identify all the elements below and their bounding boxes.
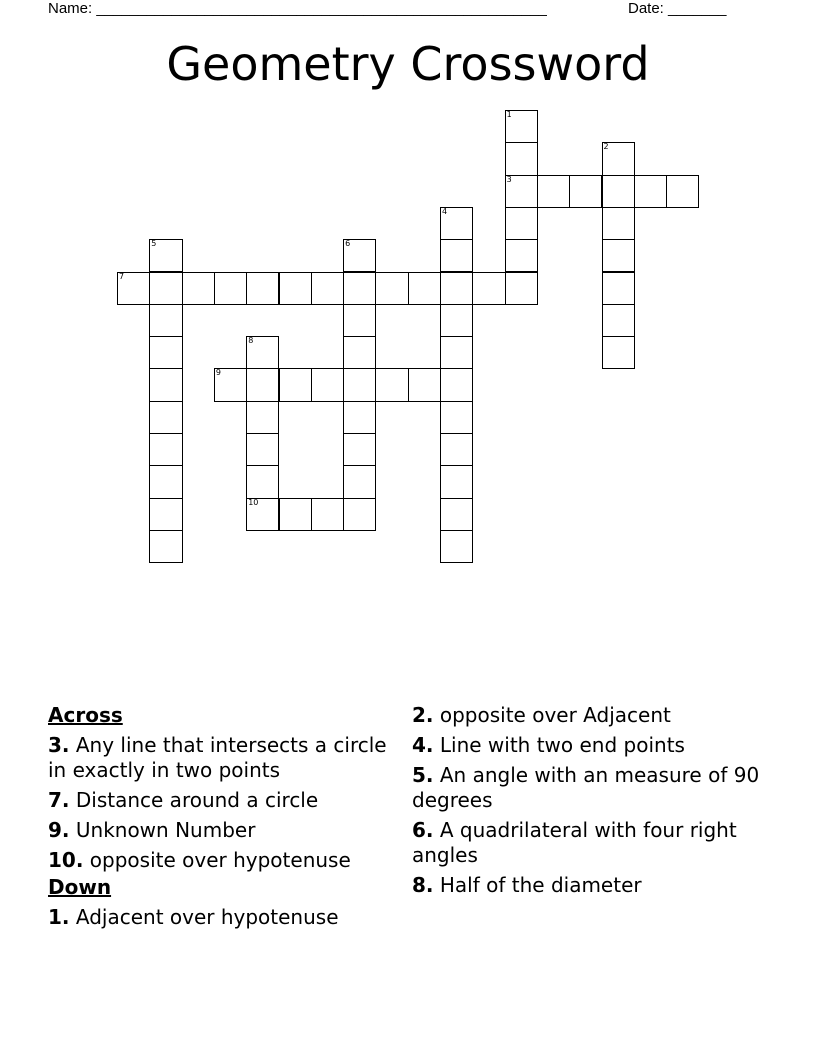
crossword-cell[interactable] bbox=[279, 272, 312, 305]
clue-text: Any line that intersects a circle in exactly in two points bbox=[48, 733, 387, 782]
cell-number: 7 bbox=[119, 271, 125, 281]
clue-number: 10. bbox=[48, 848, 84, 872]
across-heading: Across bbox=[48, 703, 123, 727]
cell-number: 4 bbox=[442, 206, 448, 216]
crossword-cell[interactable] bbox=[311, 368, 344, 401]
crossword-cell[interactable] bbox=[569, 175, 602, 208]
crossword-cell[interactable] bbox=[149, 272, 182, 305]
crossword-cell[interactable] bbox=[634, 175, 667, 208]
crossword-cell[interactable] bbox=[149, 304, 182, 337]
clues-left-column bbox=[48, 703, 398, 935]
clue-across-9 bbox=[48, 818, 398, 843]
crossword-cell[interactable] bbox=[246, 465, 279, 498]
crossword-cell[interactable] bbox=[472, 272, 505, 305]
crossword-cell[interactable] bbox=[343, 401, 376, 434]
crossword-cell[interactable] bbox=[440, 401, 473, 434]
clue-number: 6. bbox=[412, 818, 434, 842]
crossword-cell[interactable] bbox=[440, 207, 473, 240]
crossword-cell[interactable] bbox=[408, 368, 441, 401]
crossword-cell[interactable] bbox=[246, 433, 279, 466]
clue-number: 1. bbox=[48, 905, 70, 929]
crossword-cell[interactable] bbox=[311, 498, 344, 531]
clue-number: 4. bbox=[412, 733, 434, 757]
crossword-cell[interactable] bbox=[279, 368, 312, 401]
crossword-cell[interactable] bbox=[602, 142, 635, 175]
crossword-cell[interactable] bbox=[246, 401, 279, 434]
crossword-cell[interactable] bbox=[343, 498, 376, 531]
clue-down-1 bbox=[48, 905, 398, 930]
crossword-cell[interactable] bbox=[149, 401, 182, 434]
cell-number: 8 bbox=[248, 336, 254, 346]
crossword-cell[interactable] bbox=[149, 465, 182, 498]
crossword-cell[interactable] bbox=[666, 175, 699, 208]
clue-down-2 bbox=[412, 703, 762, 728]
crossword-cell[interactable] bbox=[505, 272, 538, 305]
clue-number: 2. bbox=[412, 703, 434, 727]
crossword-cell[interactable] bbox=[440, 272, 473, 305]
crossword-cell[interactable] bbox=[375, 368, 408, 401]
cell-number: 9 bbox=[215, 368, 221, 378]
clue-across-10 bbox=[48, 848, 398, 873]
clue-text: Adjacent over hypotenuse bbox=[75, 905, 339, 929]
clue-text: A quadrilateral with four right angles bbox=[412, 818, 737, 867]
page-title: Geometry Crossword bbox=[166, 37, 650, 91]
crossword-cell[interactable] bbox=[182, 272, 215, 305]
crossword-cell[interactable] bbox=[343, 239, 376, 272]
crossword-cell[interactable] bbox=[537, 175, 570, 208]
crossword-cell[interactable] bbox=[505, 175, 538, 208]
crossword-cell[interactable] bbox=[343, 336, 376, 369]
cell-number: 1 bbox=[506, 110, 512, 119]
crossword-cell[interactable] bbox=[149, 433, 182, 466]
crossword-cell[interactable] bbox=[246, 368, 279, 401]
clue-down-4 bbox=[412, 733, 762, 758]
crossword-cell[interactable] bbox=[440, 433, 473, 466]
clue-text: opposite over hypotenuse bbox=[89, 848, 351, 872]
cell-number: 3 bbox=[506, 174, 512, 184]
crossword-cell[interactable] bbox=[343, 304, 376, 337]
crossword-cell[interactable] bbox=[505, 142, 538, 175]
crossword-cell[interactable] bbox=[246, 272, 279, 305]
clue-across-3 bbox=[48, 733, 398, 783]
crossword-cell[interactable] bbox=[602, 272, 635, 305]
cell-number: 6 bbox=[345, 239, 351, 249]
clue-text: An angle with an measure of 90 degrees bbox=[412, 763, 760, 812]
clue-number: 8. bbox=[412, 873, 434, 897]
crossword-cell[interactable] bbox=[440, 336, 473, 369]
clue-across-7 bbox=[48, 788, 398, 813]
crossword-cell[interactable] bbox=[343, 465, 376, 498]
crossword-cell[interactable] bbox=[214, 368, 247, 401]
crossword-cell[interactable] bbox=[343, 433, 376, 466]
crossword-cell[interactable] bbox=[440, 498, 473, 531]
crossword-cell[interactable] bbox=[214, 272, 247, 305]
crossword-cell[interactable] bbox=[246, 336, 279, 369]
crossword-cell[interactable] bbox=[602, 175, 635, 208]
crossword-cell[interactable] bbox=[602, 304, 635, 337]
crossword-cell[interactable] bbox=[375, 272, 408, 305]
clue-text: Half of the diameter bbox=[439, 873, 642, 897]
crossword-cell[interactable] bbox=[440, 239, 473, 272]
clue-number: 9. bbox=[48, 818, 70, 842]
clue-text: Unknown Number bbox=[75, 818, 256, 842]
date-field[interactable]: Date: _______ bbox=[628, 0, 727, 17]
crossword-cell[interactable] bbox=[149, 498, 182, 531]
crossword-cell[interactable] bbox=[311, 272, 344, 305]
clue-down-8 bbox=[412, 873, 762, 898]
crossword-cell[interactable] bbox=[149, 336, 182, 369]
crossword-cell[interactable] bbox=[408, 272, 441, 305]
name-field[interactable]: Name: ______________________________________________________ bbox=[48, 0, 547, 17]
crossword-cell[interactable] bbox=[149, 368, 182, 401]
clues-right-column bbox=[412, 703, 762, 903]
cell-number: 10 bbox=[248, 497, 259, 507]
crossword-cell[interactable] bbox=[505, 239, 538, 272]
clue-number: 5. bbox=[412, 763, 434, 787]
crossword-cell[interactable] bbox=[505, 110, 538, 143]
crossword-cell[interactable] bbox=[602, 239, 635, 272]
clue-down-6 bbox=[412, 818, 762, 868]
down-heading: Down bbox=[48, 875, 112, 899]
crossword-cell[interactable] bbox=[602, 207, 635, 240]
crossword-cell[interactable] bbox=[343, 368, 376, 401]
crossword-cell[interactable] bbox=[149, 239, 182, 272]
crossword-cell[interactable] bbox=[440, 465, 473, 498]
crossword-cell[interactable] bbox=[149, 530, 182, 563]
crossword-cell[interactable] bbox=[440, 304, 473, 337]
crossword-cell[interactable] bbox=[505, 207, 538, 240]
crossword-cell[interactable] bbox=[602, 336, 635, 369]
clue-text: Line with two end points bbox=[439, 733, 685, 757]
crossword-cell[interactable] bbox=[440, 368, 473, 401]
clue-text: opposite over Adjacent bbox=[439, 703, 671, 727]
crossword-cell[interactable] bbox=[343, 272, 376, 305]
crossword-cell[interactable] bbox=[246, 498, 279, 531]
clue-number: 3. bbox=[48, 733, 70, 757]
crossword-cell[interactable] bbox=[440, 530, 473, 563]
clue-text: Distance around a circle bbox=[75, 788, 319, 812]
crossword-cell[interactable] bbox=[279, 498, 312, 531]
cell-number: 2 bbox=[603, 142, 609, 152]
cell-number: 5 bbox=[151, 239, 157, 249]
clue-number: 7. bbox=[48, 788, 70, 812]
clue-down-5 bbox=[412, 763, 762, 813]
crossword-cell[interactable] bbox=[117, 272, 150, 305]
